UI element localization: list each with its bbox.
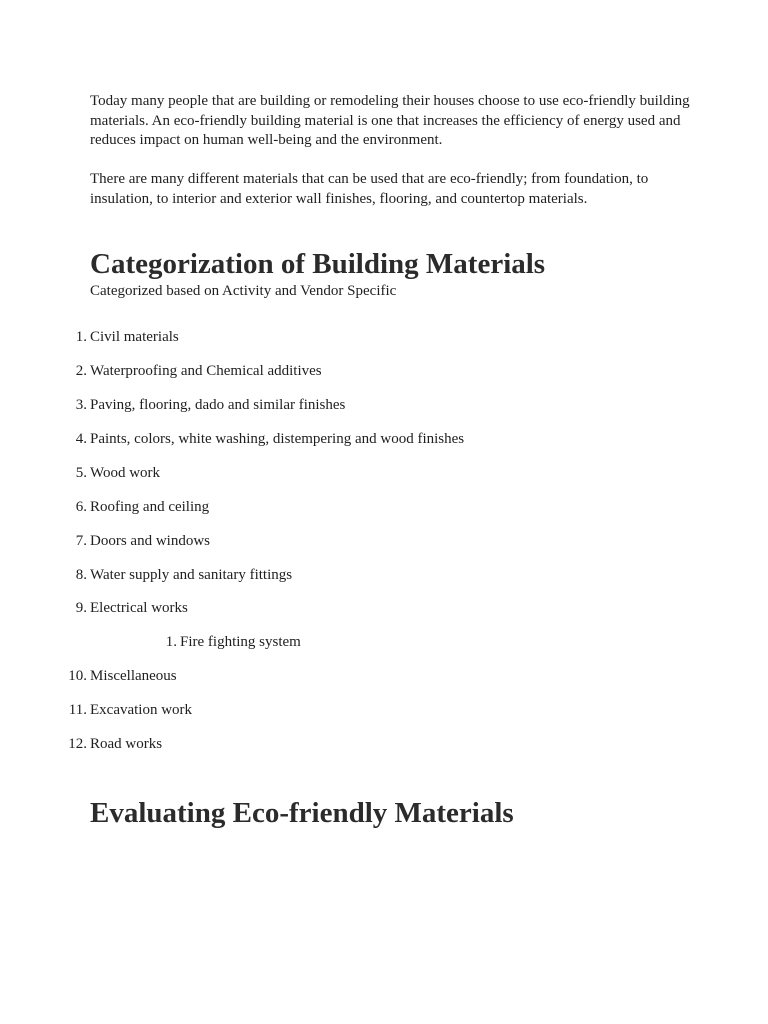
- list-item-text: Civil materials: [90, 329, 179, 345]
- list-item-number: 11.: [68, 702, 87, 718]
- list-item-number: 8.: [75, 567, 87, 583]
- list-item-text: Doors and windows: [90, 533, 210, 549]
- intro-paragraph-1: Today many people that are building or remodeling their houses choose to use eco-friendly building materials. An eco-friendly building material is one that increases the efficiency of energy used and reduces impact on human well-being and the environment.: [90, 93, 690, 148]
- list-item-number: 1.: [75, 329, 87, 345]
- list-item-number: 1.: [165, 634, 177, 650]
- list-item-number: 12.: [68, 736, 87, 752]
- list-item-number: 4.: [75, 431, 87, 447]
- section-heading-evaluating: Evaluating Eco-friendly Materials: [90, 797, 514, 829]
- list-item-text: Excavation work: [90, 702, 193, 718]
- list-item-text: Paving, flooring, dado and similar finishes: [90, 397, 346, 413]
- section-subheading: Categorized based on Activity and Vendor Specific: [90, 283, 397, 299]
- list-item-text: Wood work: [90, 465, 161, 481]
- list-item-number: 3.: [75, 397, 87, 413]
- list-item-text: Road works: [90, 736, 163, 752]
- list-item-number: 7.: [75, 533, 87, 549]
- list-item-text: Miscellaneous: [90, 668, 177, 684]
- list-item-number: 2.: [75, 363, 87, 379]
- list-item-text: Roofing and ceiling: [90, 499, 210, 515]
- list-item-number: 10.: [68, 668, 87, 684]
- list-item-number: 6.: [75, 499, 87, 515]
- list-item-text: Electrical works: [90, 600, 188, 616]
- list-item-number: 9.: [75, 600, 87, 616]
- list-item-number: 5.: [75, 465, 87, 481]
- list-item-text: Waterproofing and Chemical additives: [90, 363, 322, 379]
- intro-paragraph-2: There are many different materials that can be used that are eco-friendly; from foundation, to insulation, to interior and exterior wall finishes, flooring, and countertop materials.: [90, 171, 649, 207]
- list-item-text: Fire fighting system: [180, 634, 301, 650]
- list-item-text: Water supply and sanitary fittings: [90, 567, 293, 583]
- section-heading-categorization: Categorization of Building Materials: [90, 248, 546, 280]
- list-item-text: Paints, colors, white washing, distempering and wood finishes: [90, 431, 465, 447]
